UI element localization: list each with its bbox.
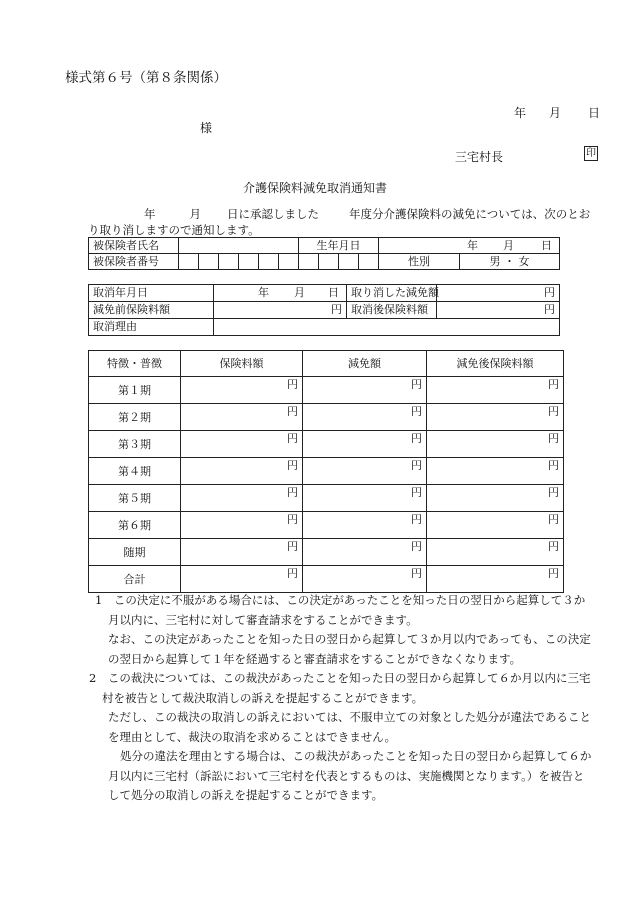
cancel-date-year: 年: [258, 286, 269, 299]
post-premium-cell[interactable]: 円: [427, 431, 564, 458]
post-premium-cell[interactable]: 円: [427, 458, 564, 485]
header-reduction: 減免額: [303, 351, 427, 377]
intro-year: 年: [144, 207, 156, 221]
sex-label: 性別: [379, 254, 460, 270]
note-1-addendum: なお、この決定があったことを知った日の翌日から起算して３か月以内であっても、この決定の翌日から起算して１年を経過すると審査請求をすることができなくなります。: [108, 632, 591, 666]
period-label: 第３期: [89, 431, 181, 458]
insured-number-digit[interactable]: [199, 254, 219, 270]
post-premium-cell[interactable]: 円: [427, 512, 564, 539]
reduction-cell[interactable]: 円: [303, 566, 427, 593]
premium-cell[interactable]: 円: [181, 485, 303, 512]
dob-day: 日: [541, 239, 552, 252]
form-number: 様式第６号（第８条関係）: [65, 70, 227, 86]
period-label: 第４期: [89, 458, 181, 485]
reduction-cell[interactable]: 円: [303, 377, 427, 404]
period-label: 第１期: [89, 377, 181, 404]
reduction-cell[interactable]: 円: [303, 512, 427, 539]
table-row: [89, 539, 564, 566]
premium-cell[interactable]: 円: [181, 431, 303, 458]
sex-options[interactable]: 男 ・ 女: [460, 254, 560, 270]
cancellation-table: [88, 284, 560, 336]
insured-number-digit[interactable]: [279, 254, 299, 270]
dob-month: 月: [503, 239, 514, 252]
intro-text: [88, 206, 600, 238]
reduction-cell[interactable]: 円: [303, 404, 427, 431]
period-label: 第５期: [89, 485, 181, 512]
seal-box: 印: [586, 148, 596, 159]
insured-number-digit[interactable]: [299, 254, 319, 270]
period-label: 合計: [89, 566, 181, 593]
table-row: [89, 512, 564, 539]
issue-date-day: 日: [588, 106, 601, 120]
table-row: [89, 377, 564, 404]
cancel-date-month: 月: [294, 286, 305, 299]
post-premium-cell[interactable]: 円: [427, 539, 564, 566]
premium-cell[interactable]: 円: [181, 539, 303, 566]
cancelled-amount-label: 取り消した減免額: [347, 285, 437, 302]
insured-number-digit[interactable]: [259, 254, 279, 270]
note-2: 2 この裁決については、この裁決があったことを知った日の翌日から起算して６か月以内に三宅村を被告として裁決取消しの訴えを提起することができます。: [89, 671, 591, 705]
header-premium: 保険料額: [181, 351, 303, 377]
premium-cell[interactable]: 円: [181, 458, 303, 485]
dob-year: 年: [467, 239, 478, 252]
post-premium-label: 取消後保険料額: [347, 302, 437, 319]
reduction-cell[interactable]: 円: [303, 458, 427, 485]
table-row: [89, 458, 564, 485]
pre-premium-label: 減免前保険料額: [89, 302, 214, 319]
premium-cell[interactable]: 円: [181, 512, 303, 539]
post-premium-cell[interactable]: 円: [427, 485, 564, 512]
cancel-date-label: 取消年月日: [89, 285, 214, 302]
cancel-date-day: 日: [328, 286, 339, 299]
intro-text2: 年度分介護保険料の減免については、次のとおり取り消しますので通知します。: [88, 207, 591, 237]
reduction-cell[interactable]: 円: [303, 485, 427, 512]
reduction-cell[interactable]: 円: [303, 539, 427, 566]
post-premium-cell[interactable]: 円: [427, 566, 564, 593]
period-label: 第６期: [89, 512, 181, 539]
table-row: [89, 485, 564, 512]
issuer-name: 三宅村長: [455, 150, 504, 164]
period-table: [88, 350, 564, 593]
premium-cell[interactable]: 円: [181, 377, 303, 404]
note-2-addendum: ただし、この裁決の取消しの訴えにおいては、不服申立ての対象とした処分が違法であることを理由として、裁決の取消を求めることはできません。: [108, 710, 591, 744]
pre-premium-field[interactable]: 円: [214, 302, 347, 319]
issue-date-month: 月: [549, 106, 562, 120]
dob-label: 生年月日: [299, 238, 379, 254]
post-premium-field[interactable]: 円: [437, 302, 560, 319]
table-row: [89, 404, 564, 431]
table-row: [89, 431, 564, 458]
note-1: 1 この決定に不服がある場合には、この決定があったことを知った日の翌日から起算して３か月以内に、三宅村に対して審査請求をすることができます。: [95, 593, 586, 627]
post-premium-cell[interactable]: 円: [427, 404, 564, 431]
intro-text1: 日に承認しました: [227, 207, 319, 221]
insured-number-digit[interactable]: [339, 254, 359, 270]
insured-number-label: 被保険者番号: [89, 254, 179, 270]
insured-number-digit[interactable]: [319, 254, 339, 270]
premium-cell[interactable]: 円: [181, 404, 303, 431]
insured-name-label: 被保険者氏名: [89, 238, 179, 254]
insured-number-digit[interactable]: [359, 254, 379, 270]
header-collection-type: 特徴・普徴: [89, 351, 181, 377]
cancel-date-field[interactable]: [214, 285, 347, 302]
table-row: [89, 566, 564, 593]
recipient-suffix: 様: [200, 121, 213, 135]
reduction-cell[interactable]: 円: [303, 431, 427, 458]
insured-number-digit[interactable]: [219, 254, 239, 270]
note-2-addendum-2: 処分の違法を理由とする場合は、この裁決があったことを知った日の翌日から起算して６か月以内に三宅村（訴訟において三宅村を代表とするものは、実施機関となります。）を被告として処分の取消しの訴えを提起することができます。: [108, 749, 592, 802]
dob-field[interactable]: [379, 238, 560, 254]
appeal-notes: [89, 591, 595, 806]
issue-date-year: 年: [514, 106, 527, 120]
post-premium-cell[interactable]: 円: [427, 377, 564, 404]
reason-field[interactable]: [214, 319, 560, 336]
reason-label: 取消理由: [89, 319, 214, 336]
period-label: 随期: [89, 539, 181, 566]
insured-number-digit[interactable]: [239, 254, 259, 270]
header-post-premium: 減免後保険料額: [427, 351, 564, 377]
insured-name-field[interactable]: [179, 238, 299, 254]
cancelled-amount-field[interactable]: 円: [437, 285, 560, 302]
insured-number-digit[interactable]: [179, 254, 199, 270]
insured-table: [88, 237, 560, 270]
intro-month: 月: [189, 207, 201, 221]
document-title: 介護保険料減免取消通知書: [242, 181, 387, 195]
period-label: 第２期: [89, 404, 181, 431]
premium-cell[interactable]: 円: [181, 566, 303, 593]
